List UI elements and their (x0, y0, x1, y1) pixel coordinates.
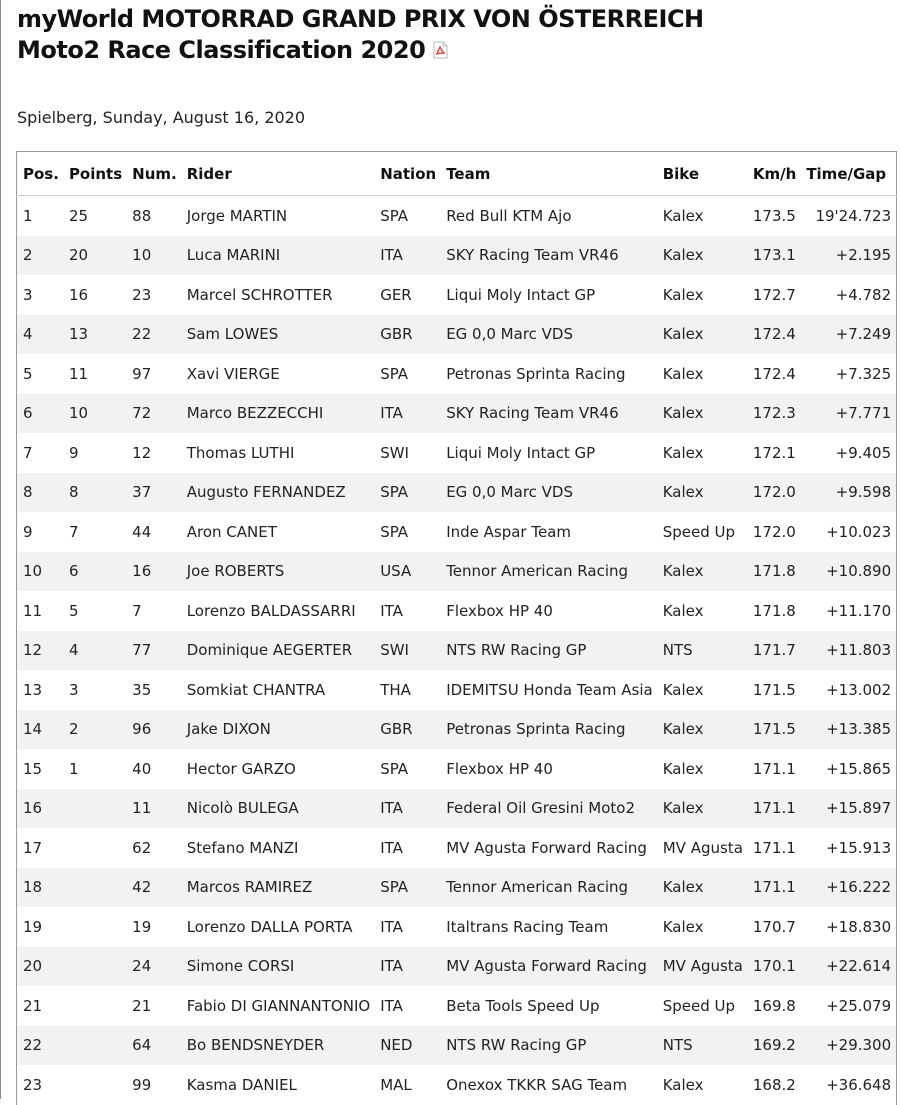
cell-num: 21 (126, 986, 181, 1026)
cell-num: 24 (126, 947, 181, 987)
cell-rider: Lorenzo DALLA PORTA (181, 907, 374, 947)
cell-team: MV Agusta Forward Racing (440, 947, 657, 987)
cell-num: 35 (126, 670, 181, 710)
cell-nation: ITA (374, 828, 440, 868)
cell-num: 7 (126, 591, 181, 631)
table-row (17, 828, 897, 868)
cell-team: Flexbox HP 40 (440, 591, 657, 631)
cell-team: NTS RW Racing GP (440, 631, 657, 671)
cell-bike: Kalex (657, 1065, 747, 1105)
cell-team: NTS RW Racing GP (440, 1026, 657, 1066)
cell-nation: SPA (374, 749, 440, 789)
cell-time-gap: +15.865 (800, 749, 896, 789)
cell-pos: 23 (17, 1065, 63, 1105)
cell-nation: GER (374, 275, 440, 315)
cell-pos: 17 (17, 828, 63, 868)
cell-kmh: 173.1 (747, 236, 800, 276)
cell-points: 8 (63, 473, 126, 513)
cell-time-gap: +15.913 (800, 828, 896, 868)
cell-rider: Bo BENDSNEYDER (181, 1026, 374, 1066)
table-row (17, 868, 897, 908)
cell-pos: 18 (17, 868, 63, 908)
cell-nation: SPA (374, 512, 440, 552)
cell-kmh: 169.2 (747, 1026, 800, 1066)
cell-num: 40 (126, 749, 181, 789)
cell-kmh: 171.1 (747, 868, 800, 908)
cell-time-gap: +13.002 (800, 670, 896, 710)
cell-nation: MAL (374, 1065, 440, 1105)
cell-bike: Kalex (657, 710, 747, 750)
cell-bike: Kalex (657, 196, 747, 236)
cell-bike: Kalex (657, 473, 747, 513)
table-row (17, 196, 897, 236)
cell-bike: Kalex (657, 552, 747, 592)
cell-time-gap: +22.614 (800, 947, 896, 987)
cell-rider: Augusto FERNANDEZ (181, 473, 374, 513)
cell-points: 25 (63, 196, 126, 236)
cell-time-gap: +2.195 (800, 236, 896, 276)
cell-num: 88 (126, 196, 181, 236)
cell-bike: Kalex (657, 749, 747, 789)
cell-kmh: 171.5 (747, 710, 800, 750)
cell-kmh: 171.8 (747, 591, 800, 631)
table-row (17, 512, 897, 552)
cell-kmh: 172.0 (747, 473, 800, 513)
cell-bike: Kalex (657, 394, 747, 434)
table-row (17, 591, 897, 631)
cell-time-gap: +9.405 (800, 433, 896, 473)
cell-pos: 9 (17, 512, 63, 552)
table-body (17, 196, 897, 1105)
cell-points (63, 1026, 126, 1066)
cell-pos: 15 (17, 749, 63, 789)
cell-rider: Fabio DI GIANNANTONIO (181, 986, 374, 1026)
cell-num: 72 (126, 394, 181, 434)
cell-time-gap: +7.771 (800, 394, 896, 434)
cell-nation: ITA (374, 789, 440, 829)
cell-points: 20 (63, 236, 126, 276)
table-header-row (17, 152, 897, 196)
cell-rider: Sam LOWES (181, 315, 374, 355)
table-row (17, 789, 897, 829)
cell-rider: Marcel SCHROTTER (181, 275, 374, 315)
cell-nation: SWI (374, 631, 440, 671)
cell-time-gap: +9.598 (800, 473, 896, 513)
race-location-date: Spielberg, Sunday, August 16, 2020 (17, 108, 306, 127)
cell-kmh: 172.1 (747, 433, 800, 473)
cell-num: 99 (126, 1065, 181, 1105)
page-header (17, 4, 704, 66)
cell-time-gap: +25.079 (800, 986, 896, 1026)
cell-kmh: 172.0 (747, 512, 800, 552)
cell-points: 11 (63, 354, 126, 394)
cell-points (63, 907, 126, 947)
cell-nation: ITA (374, 236, 440, 276)
cell-pos: 7 (17, 433, 63, 473)
cell-nation: ITA (374, 394, 440, 434)
cell-pos: 14 (17, 710, 63, 750)
cell-team: Flexbox HP 40 (440, 749, 657, 789)
cell-time-gap: +10.023 (800, 512, 896, 552)
cell-time-gap: +36.648 (800, 1065, 896, 1105)
cell-time-gap: +15.897 (800, 789, 896, 829)
cell-rider: Lorenzo BALDASSARRI (181, 591, 374, 631)
table-row (17, 394, 897, 434)
cell-bike: MV Agusta (657, 828, 747, 868)
cell-bike: NTS (657, 1026, 747, 1066)
cell-rider: Kasma DANIEL (181, 1065, 374, 1105)
cell-points (63, 868, 126, 908)
cell-num: 19 (126, 907, 181, 947)
column-header-nation: Nation (374, 152, 440, 196)
cell-kmh: 171.8 (747, 552, 800, 592)
table-row (17, 354, 897, 394)
cell-nation: THA (374, 670, 440, 710)
cell-team: EG 0,0 Marc VDS (440, 315, 657, 355)
table-row (17, 315, 897, 355)
cell-points (63, 986, 126, 1026)
cell-pos: 21 (17, 986, 63, 1026)
table-row (17, 1026, 897, 1066)
cell-kmh: 172.3 (747, 394, 800, 434)
cell-nation: ITA (374, 907, 440, 947)
cell-nation: ITA (374, 986, 440, 1026)
cell-team: Tennor American Racing (440, 552, 657, 592)
cell-team: SKY Racing Team VR46 (440, 394, 657, 434)
cell-kmh: 169.8 (747, 986, 800, 1026)
cell-num: 11 (126, 789, 181, 829)
table-row (17, 473, 897, 513)
cell-rider: Nicolò BULEGA (181, 789, 374, 829)
cell-kmh: 171.1 (747, 828, 800, 868)
cell-kmh: 172.7 (747, 275, 800, 315)
cell-points (63, 789, 126, 829)
table-row (17, 947, 897, 987)
table-row (17, 710, 897, 750)
cell-time-gap: +4.782 (800, 275, 896, 315)
cell-rider: Jorge MARTIN (181, 196, 374, 236)
page-title-text: Moto2 Race Classification 2020 (17, 36, 426, 64)
cell-nation: NED (374, 1026, 440, 1066)
cell-time-gap: +29.300 (800, 1026, 896, 1066)
cell-points: 9 (63, 433, 126, 473)
cell-rider: Jake DIXON (181, 710, 374, 750)
cell-kmh: 168.2 (747, 1065, 800, 1105)
column-header-rider: Rider (181, 152, 374, 196)
cell-kmh: 170.7 (747, 907, 800, 947)
cell-bike: Kalex (657, 275, 747, 315)
cell-team: Federal Oil Gresini Moto2 (440, 789, 657, 829)
cell-bike: Kalex (657, 433, 747, 473)
cell-rider: Marcos RAMIREZ (181, 868, 374, 908)
cell-num: 22 (126, 315, 181, 355)
cell-pos: 20 (17, 947, 63, 987)
cell-bike: Speed Up (657, 512, 747, 552)
cell-pos: 16 (17, 789, 63, 829)
cell-bike: Kalex (657, 315, 747, 355)
cell-points: 3 (63, 670, 126, 710)
cell-team: Red Bull KTM Ajo (440, 196, 657, 236)
cell-points: 6 (63, 552, 126, 592)
cell-kmh: 172.4 (747, 315, 800, 355)
cell-team: Tennor American Racing (440, 868, 657, 908)
cell-points: 16 (63, 275, 126, 315)
cell-bike: Kalex (657, 670, 747, 710)
cell-team: EG 0,0 Marc VDS (440, 473, 657, 513)
cell-bike: Speed Up (657, 986, 747, 1026)
cell-rider: Marco BEZZECCHI (181, 394, 374, 434)
cell-time-gap: +18.830 (800, 907, 896, 947)
cell-points: 4 (63, 631, 126, 671)
cell-points: 10 (63, 394, 126, 434)
cell-nation: ITA (374, 591, 440, 631)
cell-bike: MV Agusta (657, 947, 747, 987)
cell-rider: Xavi VIERGE (181, 354, 374, 394)
cell-pos: 1 (17, 196, 63, 236)
cell-nation: USA (374, 552, 440, 592)
cell-kmh: 171.7 (747, 631, 800, 671)
table-row (17, 236, 897, 276)
cell-bike: Kalex (657, 591, 747, 631)
cell-bike: Kalex (657, 907, 747, 947)
cell-nation: SPA (374, 354, 440, 394)
cell-rider: Aron CANET (181, 512, 374, 552)
cell-pos: 3 (17, 275, 63, 315)
left-border-rule (0, 0, 1, 1099)
cell-kmh: 171.1 (747, 789, 800, 829)
cell-pos: 13 (17, 670, 63, 710)
pdf-file-icon[interactable] (433, 36, 448, 54)
table-row (17, 907, 897, 947)
cell-time-gap: +11.803 (800, 631, 896, 671)
cell-pos: 6 (17, 394, 63, 434)
column-header-team: Team (440, 152, 657, 196)
cell-pos: 5 (17, 354, 63, 394)
cell-team: IDEMITSU Honda Team Asia (440, 670, 657, 710)
cell-points: 5 (63, 591, 126, 631)
table-row (17, 552, 897, 592)
cell-pos: 19 (17, 907, 63, 947)
cell-num: 96 (126, 710, 181, 750)
page-title-line-2 (17, 35, 704, 66)
column-header-bike: Bike (657, 152, 747, 196)
cell-rider: Somkiat CHANTRA (181, 670, 374, 710)
cell-pos: 8 (17, 473, 63, 513)
cell-team: Petronas Sprinta Racing (440, 710, 657, 750)
cell-num: 10 (126, 236, 181, 276)
cell-rider: Stefano MANZI (181, 828, 374, 868)
cell-time-gap: +11.170 (800, 591, 896, 631)
cell-nation: GBR (374, 315, 440, 355)
cell-team: Onexox TKKR SAG Team (440, 1065, 657, 1105)
cell-bike: Kalex (657, 868, 747, 908)
cell-kmh: 171.1 (747, 749, 800, 789)
cell-kmh: 171.5 (747, 670, 800, 710)
cell-team: Petronas Sprinta Racing (440, 354, 657, 394)
table-row (17, 670, 897, 710)
cell-points (63, 828, 126, 868)
cell-bike: NTS (657, 631, 747, 671)
cell-points: 7 (63, 512, 126, 552)
cell-kmh: 170.1 (747, 947, 800, 987)
cell-time-gap: +13.385 (800, 710, 896, 750)
cell-nation: SWI (374, 433, 440, 473)
cell-rider: Luca MARINI (181, 236, 374, 276)
cell-rider: Simone CORSI (181, 947, 374, 987)
cell-num: 23 (126, 275, 181, 315)
cell-bike: Kalex (657, 354, 747, 394)
cell-points: 2 (63, 710, 126, 750)
cell-pos: 12 (17, 631, 63, 671)
table-row (17, 749, 897, 789)
cell-points (63, 947, 126, 987)
cell-nation: SPA (374, 473, 440, 513)
table-row (17, 275, 897, 315)
cell-pos: 10 (17, 552, 63, 592)
cell-points: 1 (63, 749, 126, 789)
cell-nation: SPA (374, 196, 440, 236)
cell-team: Beta Tools Speed Up (440, 986, 657, 1026)
cell-num: 12 (126, 433, 181, 473)
cell-num: 44 (126, 512, 181, 552)
page-title-line-1: myWorld MOTORRAD GRAND PRIX VON ÖSTERREICH (17, 5, 704, 33)
cell-num: 64 (126, 1026, 181, 1066)
cell-nation: SPA (374, 868, 440, 908)
cell-pos: 11 (17, 591, 63, 631)
cell-num: 62 (126, 828, 181, 868)
cell-time-gap: 19'24.723 (800, 196, 896, 236)
table-row (17, 631, 897, 671)
cell-rider: Joe ROBERTS (181, 552, 374, 592)
cell-time-gap: +16.222 (800, 868, 896, 908)
cell-team: Liqui Moly Intact GP (440, 275, 657, 315)
cell-num: 97 (126, 354, 181, 394)
cell-bike: Kalex (657, 789, 747, 829)
cell-pos: 2 (17, 236, 63, 276)
race-classification-table (16, 151, 897, 1105)
cell-team: Italtrans Racing Team (440, 907, 657, 947)
cell-team: SKY Racing Team VR46 (440, 236, 657, 276)
cell-kmh: 173.5 (747, 196, 800, 236)
column-header-points: Points (63, 152, 126, 196)
cell-nation: ITA (374, 947, 440, 987)
cell-num: 77 (126, 631, 181, 671)
cell-time-gap: +7.325 (800, 354, 896, 394)
cell-time-gap: +10.890 (800, 552, 896, 592)
cell-pos: 4 (17, 315, 63, 355)
table-row (17, 986, 897, 1026)
column-header-pos: Pos. (17, 152, 63, 196)
cell-num: 42 (126, 868, 181, 908)
cell-num: 37 (126, 473, 181, 513)
cell-time-gap: +7.249 (800, 315, 896, 355)
cell-pos: 22 (17, 1026, 63, 1066)
cell-team: Liqui Moly Intact GP (440, 433, 657, 473)
cell-rider: Hector GARZO (181, 749, 374, 789)
cell-kmh: 172.4 (747, 354, 800, 394)
cell-nation: GBR (374, 710, 440, 750)
cell-bike: Kalex (657, 236, 747, 276)
cell-num: 16 (126, 552, 181, 592)
cell-team: Inde Aspar Team (440, 512, 657, 552)
table-row (17, 433, 897, 473)
cell-team: MV Agusta Forward Racing (440, 828, 657, 868)
column-header-time-gap: Time/Gap (800, 152, 896, 196)
cell-points: 13 (63, 315, 126, 355)
column-header-kmh: Km/h (747, 152, 800, 196)
column-header-num: Num. (126, 152, 181, 196)
cell-rider: Dominique AEGERTER (181, 631, 374, 671)
cell-rider: Thomas LUTHI (181, 433, 374, 473)
